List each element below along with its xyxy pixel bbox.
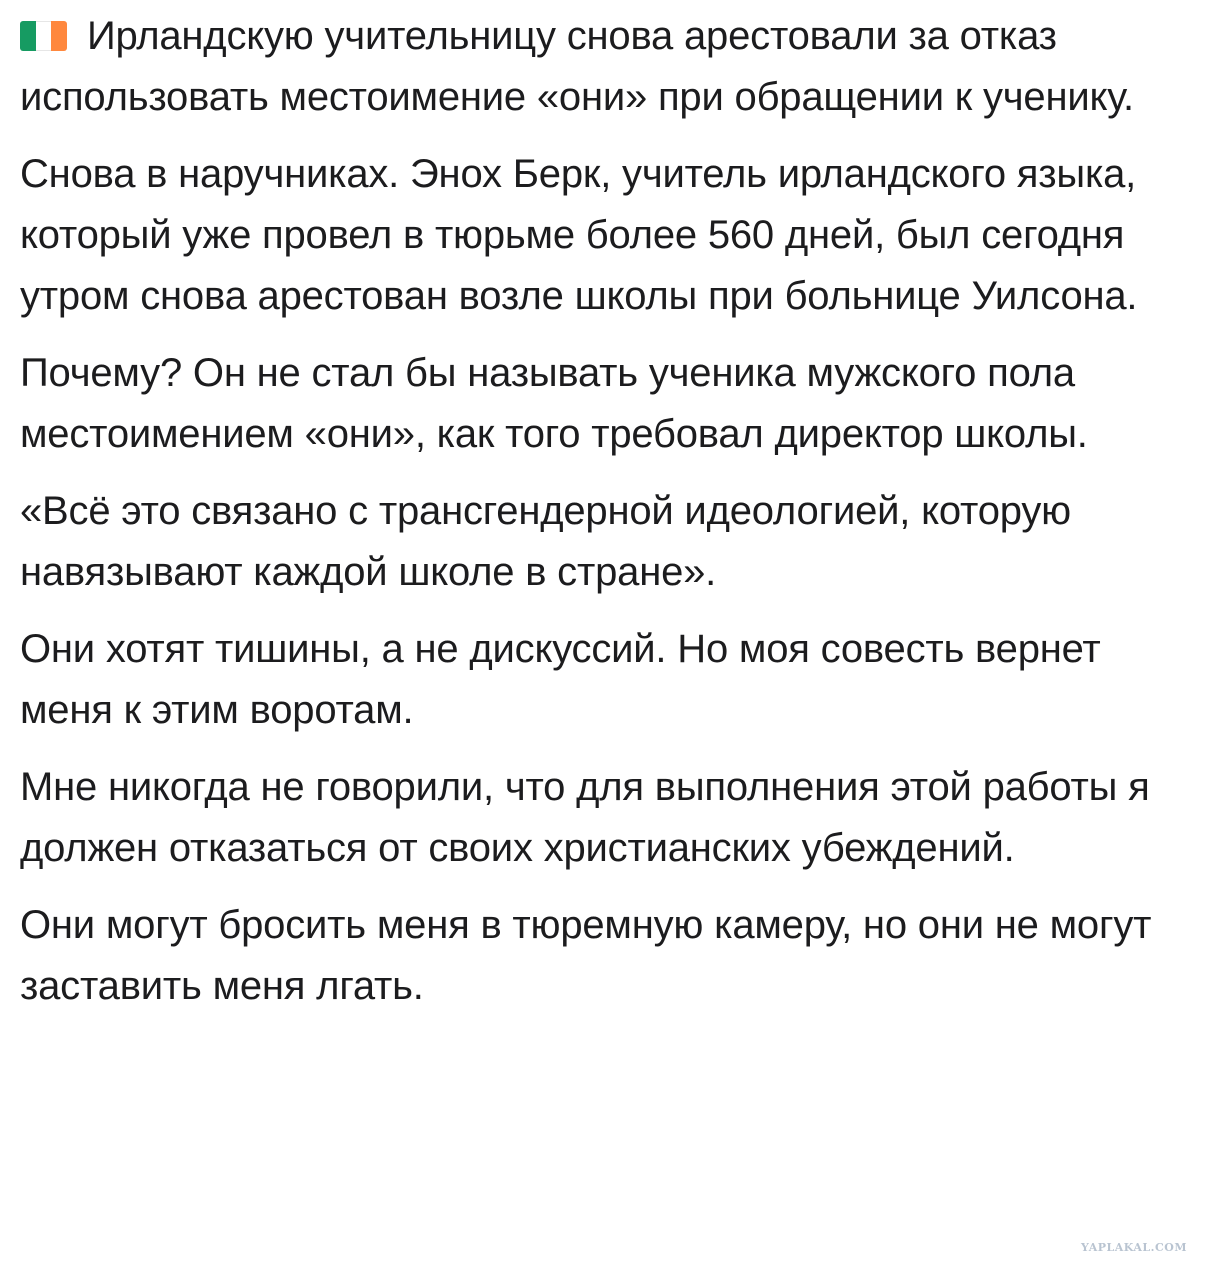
paragraph-3: Почему? Он не стал бы называть ученика мужского пола местоимением «они», как того требовал директор школы.: [20, 351, 1088, 456]
post-body: [20, 6, 1195, 1033]
watermark: YAPLAKAL.COM: [1081, 1241, 1187, 1254]
paragraph-2: Снова в наручниках. Энох Берк, учитель ирландского языка, который уже провел в тюрьме более 560 дней, был сегодня утром снова арестован возле школы при больнице Уилсона.: [20, 152, 1138, 318]
paragraph-6: Мне никогда не говорили, что для выполнения этой работы я должен отказаться от своих христианских убеждений.: [20, 765, 1150, 870]
paragraph-4: «Всё это связано с трансгендерной идеологией, которую навязывают каждой школе в стране».: [20, 489, 1071, 594]
ireland-flag-icon: [20, 21, 67, 51]
paragraph-5: Они хотят тишины, а не дискуссий. Но моя совесть вернет меня к этим воротам.: [20, 627, 1101, 732]
paragraph-1: [20, 6, 1195, 128]
paragraph-7: Они могут бросить меня в тюремную камеру, но они не могут заставить меня лгать.: [20, 903, 1152, 1008]
paragraph-1-text: Ирландскую учительницу снова арестовали за отказ использовать местоимение «они» при обращении к ученику.: [20, 14, 1134, 119]
